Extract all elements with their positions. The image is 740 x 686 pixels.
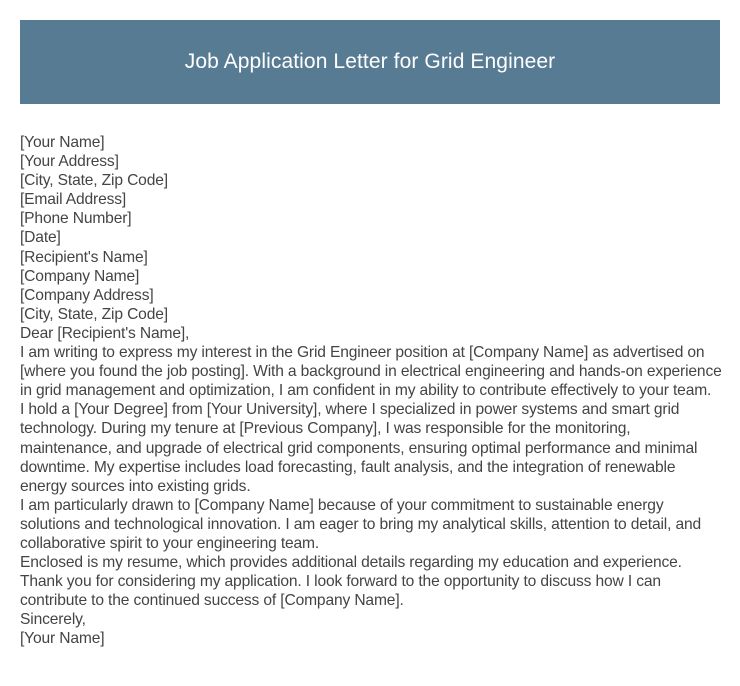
paragraph-intro: I am writing to express my interest in the Grid Engineer position at [Company Name] as advertised on [where you found the job posting]. With a background in electrical engineering and hands-on experience in grid management and optimization, I am confident in my ability to contribute effectively to your team.	[20, 344, 722, 400]
page-title: Job Application Letter for Grid Engineer	[184, 50, 556, 73]
recipient-block	[20, 248, 722, 324]
sender-email: [Email Address]	[20, 191, 127, 209]
letter-date: [Date]	[20, 229, 61, 247]
recipient-city-state-zip: [City, State, Zip Code]	[20, 305, 168, 323]
sender-phone: [Phone Number]	[20, 210, 132, 228]
sender-block	[20, 133, 722, 228]
signature: [Your Name]	[20, 630, 105, 648]
recipient-company: [Company Name]	[20, 267, 140, 285]
salutation: Dear [Recipient's Name],	[20, 324, 190, 342]
letter-body	[20, 133, 722, 649]
paragraph-closing: Enclosed is my resume, which provides additional details regarding my education and experience. Thank you for considering my application. I look forward to the opportunity to discuss how I can contribute to the continued success of [Company Name].	[20, 554, 682, 610]
closing: Sincerely,	[20, 611, 86, 629]
recipient-company-address: [Company Address]	[20, 286, 154, 304]
paragraph-experience: I hold a [Your Degree] from [Your University], where I specialized in power systems and smart grid technology. During my tenure at [Previous Company], I was responsible for the monitoring, maintenance, and upgrade of electrical grid components, ensuring optimal performance and minimal downtime. My expertise includes load forecasting, fault analysis, and the integration of renewable energy sources into existing grids.	[20, 401, 698, 495]
recipient-name: [Recipient's Name]	[20, 248, 148, 266]
title-banner	[20, 20, 720, 104]
sender-name: [Your Name]	[20, 134, 105, 151]
paragraph-motivation: I am particularly drawn to [Company Name] because of your commitment to sustainable energy solutions and technological innovation. I am eager to bring my analytical skills, attention to detail, and collaborative spirit to your engineering team.	[20, 496, 702, 552]
sender-address: [Your Address]	[20, 153, 119, 171]
sender-city-state-zip: [City, State, Zip Code]	[20, 172, 168, 190]
